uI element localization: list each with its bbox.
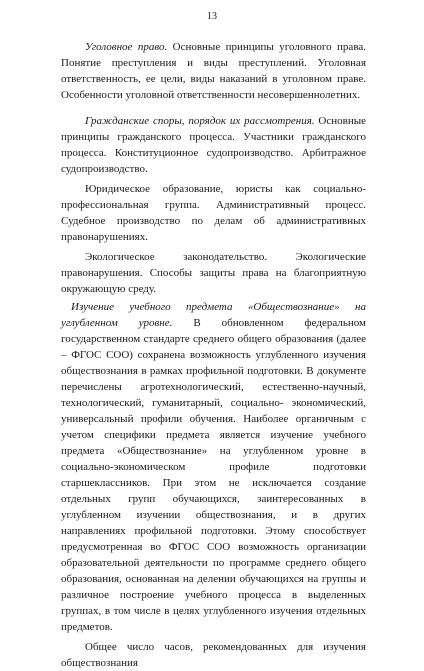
paragraph-text: Экологическое законодательство. Экологические правонарушения. Способы защиты права на благоприятную окружающую среду. [61, 251, 366, 295]
paragraph-advanced-study [61, 299, 366, 635]
paragraph-text: Юридическое образование, юристы как социально-профессиональная группа. Административный процесс. Судебное производство по делам об административных правонарушениях. [61, 183, 366, 243]
paragraph-text: Основные принципы уголовного права. Понятие преступления и виды преступлений. Уголовная ответственность, ее цели, виды наказаний в уголовном праве. Особенности уголовной ответственности несовершеннолетних. [61, 41, 366, 101]
page-number: 13 [207, 11, 217, 22]
paragraph-legal-education [61, 181, 366, 245]
paragraph-text: Основные принципы гражданского процесса. Участники гражданского процесса. Конституционное судопроизводство. Арбитражное судопроизводство. [61, 115, 366, 175]
paragraph-lead: Гражданские споры, порядок их рассмотрения. [85, 115, 315, 127]
section-heading: Изучение учебного предмета «Обществознание» на углубленном уровне. [61, 301, 366, 329]
paragraph-civil-disputes [61, 113, 366, 177]
paragraph-text: В обновленном федеральном государственном стандарте среднего общего образования (далее – ФГОС СОО) сохранена возможность углубленного изучения обществознания в рамках профильной подготовки. В документе перечислены агротехнологический, естественно-научный, технологический, гуманитарный, социально- экономический, универсальный профили обучения. Наиболее органичным с учетом специфики предмета является изучение учебного предмета «Обществознание» на углубленном уровне в социально-экономическом профиле подготовки старшеклассников. При этом не исключается создание отдельных групп обучающихся, заинтересованных в углубленном изучении обществознания, и в других направлениях профильной подготовки. Этому способствует предусмотренная во ФГОС СОО возможность организации образовательной деятельности по программе среднего общего образования, основанная на делении обучающихся на группы и различное построение учебного процесса в выделенных группах, в том числе в целях углубленного изучения отдельных предметов. [61, 317, 366, 633]
paragraph-ecology-law [61, 249, 366, 297]
paragraph-lead: Уголовное право. [85, 41, 168, 53]
document-body [61, 39, 366, 671]
paragraph-criminal-law [61, 39, 366, 103]
paragraph-total-hours [61, 639, 366, 671]
paragraph-text: Общее число часов, рекомендованных для изучения обществознания [61, 641, 366, 669]
